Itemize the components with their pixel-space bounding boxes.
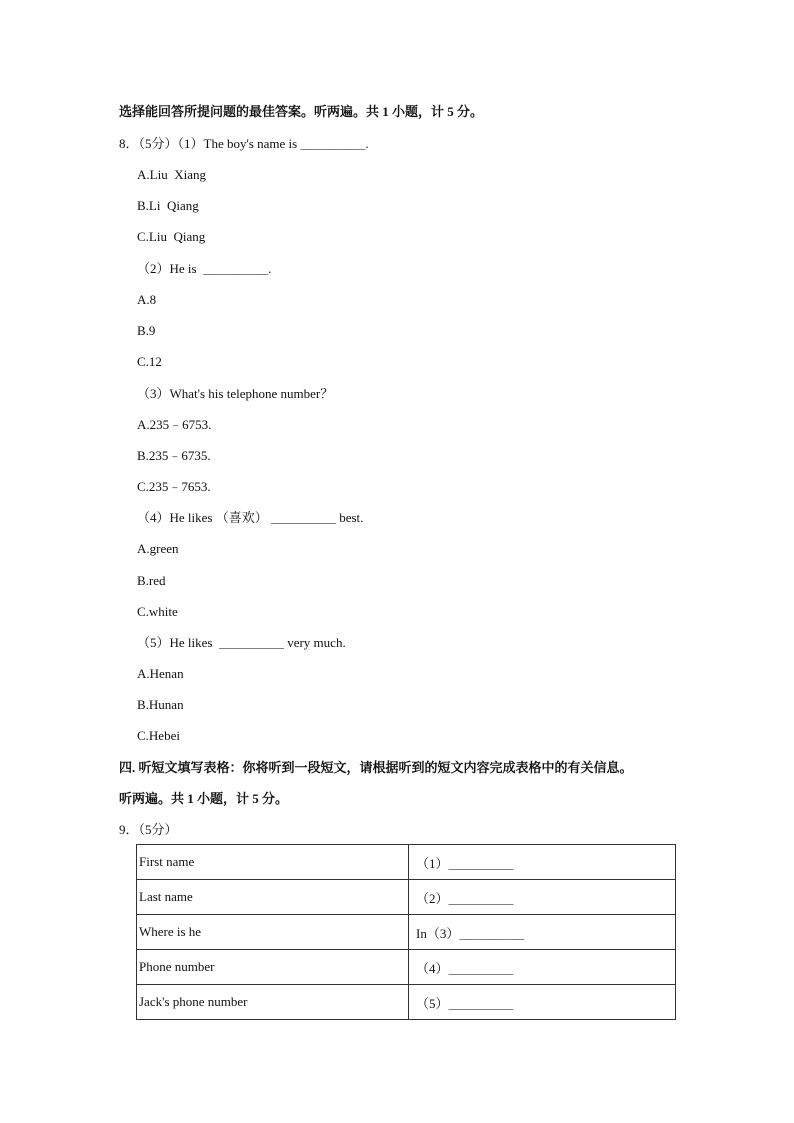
table-cell-blank: （1）＿＿＿＿＿ bbox=[409, 845, 676, 880]
q8-4-stem: （4）He likes （喜欢） ＿＿＿＿＿ best. bbox=[137, 510, 364, 525]
q8-5-option-c: C.Hebei bbox=[137, 728, 180, 743]
table-row bbox=[137, 845, 676, 880]
table-cell-label: First name bbox=[137, 845, 409, 880]
table-cell-blank: （2）＿＿＿＿＿ bbox=[409, 880, 676, 915]
table-row bbox=[137, 880, 676, 915]
q8-3-option-c: C.235﹣7653. bbox=[137, 479, 211, 494]
q8-4-option-c: C.white bbox=[137, 604, 178, 619]
q8-4-option-a: A.green bbox=[137, 541, 179, 556]
table-row bbox=[137, 985, 676, 1020]
table-cell-label: Jack's phone number bbox=[137, 985, 409, 1020]
q8-5-stem: （5）He likes ＿＿＿＿＿ very much. bbox=[137, 635, 346, 650]
q8-2-option-b: B.9 bbox=[137, 323, 156, 338]
q8-3-stem: （3）What's his telephone number？ bbox=[137, 386, 334, 401]
table-cell-blank: （5）＿＿＿＿＿ bbox=[409, 985, 676, 1020]
info-table bbox=[136, 844, 676, 1020]
q8-2-stem: （2）He is ＿＿＿＿＿. bbox=[137, 261, 272, 276]
table-cell-label: Where is he bbox=[137, 915, 409, 950]
q8-5-option-a: A.Henan bbox=[137, 666, 184, 681]
table-cell-blank: In（3）＿＿＿＿＿ bbox=[409, 915, 676, 950]
q8-3-option-b: B.235﹣6735. bbox=[137, 448, 211, 463]
table-cell-label: Phone number bbox=[137, 950, 409, 985]
q8-1-option-c: C.Liu Qiang bbox=[137, 229, 206, 244]
table-row bbox=[137, 950, 676, 985]
table-cell-label: Last name bbox=[137, 880, 409, 915]
q8-4-option-b: B.red bbox=[137, 573, 166, 588]
q8-2-option-a: A.8 bbox=[137, 292, 157, 307]
q8-3-option-a: A.235﹣6753. bbox=[137, 417, 212, 432]
q8-5-option-b: B.Hunan bbox=[137, 697, 184, 712]
table-row bbox=[137, 915, 676, 950]
section4-header: 四. 听短文填写表格：你将听到一段短文，请根据听到的短文内容完成表格中的有关信息。 bbox=[119, 760, 633, 775]
section4-header-cont: 听两遍。共 1 小题，计 5 分。 bbox=[119, 791, 289, 806]
table-cell-blank: （4）＿＿＿＿＿ bbox=[409, 950, 676, 985]
q8-2-option-c: C.12 bbox=[137, 354, 162, 369]
q8-1-option-b: B.Li Qiang bbox=[137, 198, 199, 213]
q8-1-option-a: A.Liu Xiang bbox=[137, 167, 206, 182]
question-8-stem: 8．（5分）（1）The boy's name is ＿＿＿＿＿. bbox=[119, 136, 369, 151]
section3-header: 选择能回答所提问题的最佳答案。听两遍。共 1 小题，计 5 分。 bbox=[119, 104, 484, 119]
question-9-stem: 9．（5分） bbox=[119, 822, 178, 837]
